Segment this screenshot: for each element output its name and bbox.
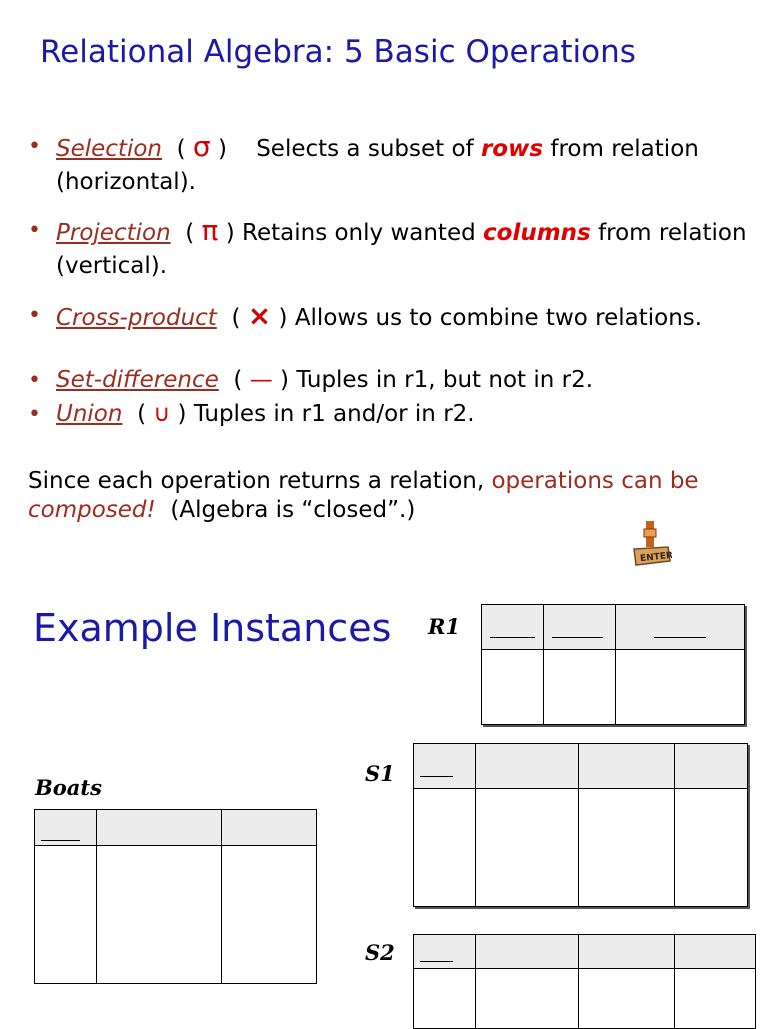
table-row	[414, 969, 756, 1029]
list-item-projection: • Projection ( π ) Retains only wanted columns from relation (vertical).	[28, 214, 747, 279]
list-item-selection: • Selection ( σ ) Selects a subset of rows from relation (horizontal).	[28, 130, 699, 195]
list-item-set-difference: • Set-difference ( — ) Tuples in r1, but not in r2.	[28, 364, 758, 397]
pi-symbol: π	[201, 214, 219, 247]
term-selection: Selection	[56, 136, 162, 162]
bullet-icon: •	[28, 402, 41, 427]
union-symbol: ∪	[153, 401, 171, 427]
table-header-row	[414, 935, 756, 969]
times-symbol: ×	[247, 299, 272, 332]
s1-table	[413, 743, 748, 907]
r1-label: R1	[428, 614, 461, 639]
term-projection: Projection	[56, 220, 171, 246]
closure-note: Since each operation returns a relation, operations can be composed! (Algebra is “closed”.)	[28, 468, 699, 523]
r1-table	[481, 604, 745, 725]
minus-symbol: —	[249, 367, 273, 393]
bullet-icon: •	[28, 303, 41, 328]
sigma-symbol: σ	[192, 130, 211, 163]
example-instances-title: Example Instances	[33, 606, 392, 650]
term-set-difference: Set-difference	[56, 367, 219, 393]
boats-label: Boats	[35, 775, 102, 800]
s2-label: S2	[365, 940, 395, 965]
bullet-icon: •	[28, 218, 41, 243]
table-header-row	[35, 810, 317, 846]
table-header-row	[414, 744, 748, 789]
bullet-icon: •	[28, 134, 41, 159]
svg-text:ENTER: ENTER	[639, 550, 672, 565]
table-row	[414, 789, 748, 907]
table-header-row	[482, 605, 745, 650]
enter-sign-icon[interactable]	[632, 519, 672, 571]
table-row	[482, 650, 745, 725]
term-cross-product: Cross-product	[56, 305, 217, 331]
term-union: Union	[56, 401, 123, 427]
list-item-cross-product: • Cross-product ( × ) Allows us to combine two relations.	[28, 299, 703, 332]
table-row	[35, 846, 317, 984]
slide-title: Relational Algebra: 5 Basic Operations	[40, 34, 636, 70]
s1-label: S1	[365, 761, 395, 786]
boats-table	[34, 809, 317, 984]
bullet-icon: •	[28, 368, 41, 393]
list-item-union: • Union ( ∪ ) Tuples in r1 and/or in r2.	[28, 398, 758, 431]
s2-table	[413, 934, 756, 1029]
